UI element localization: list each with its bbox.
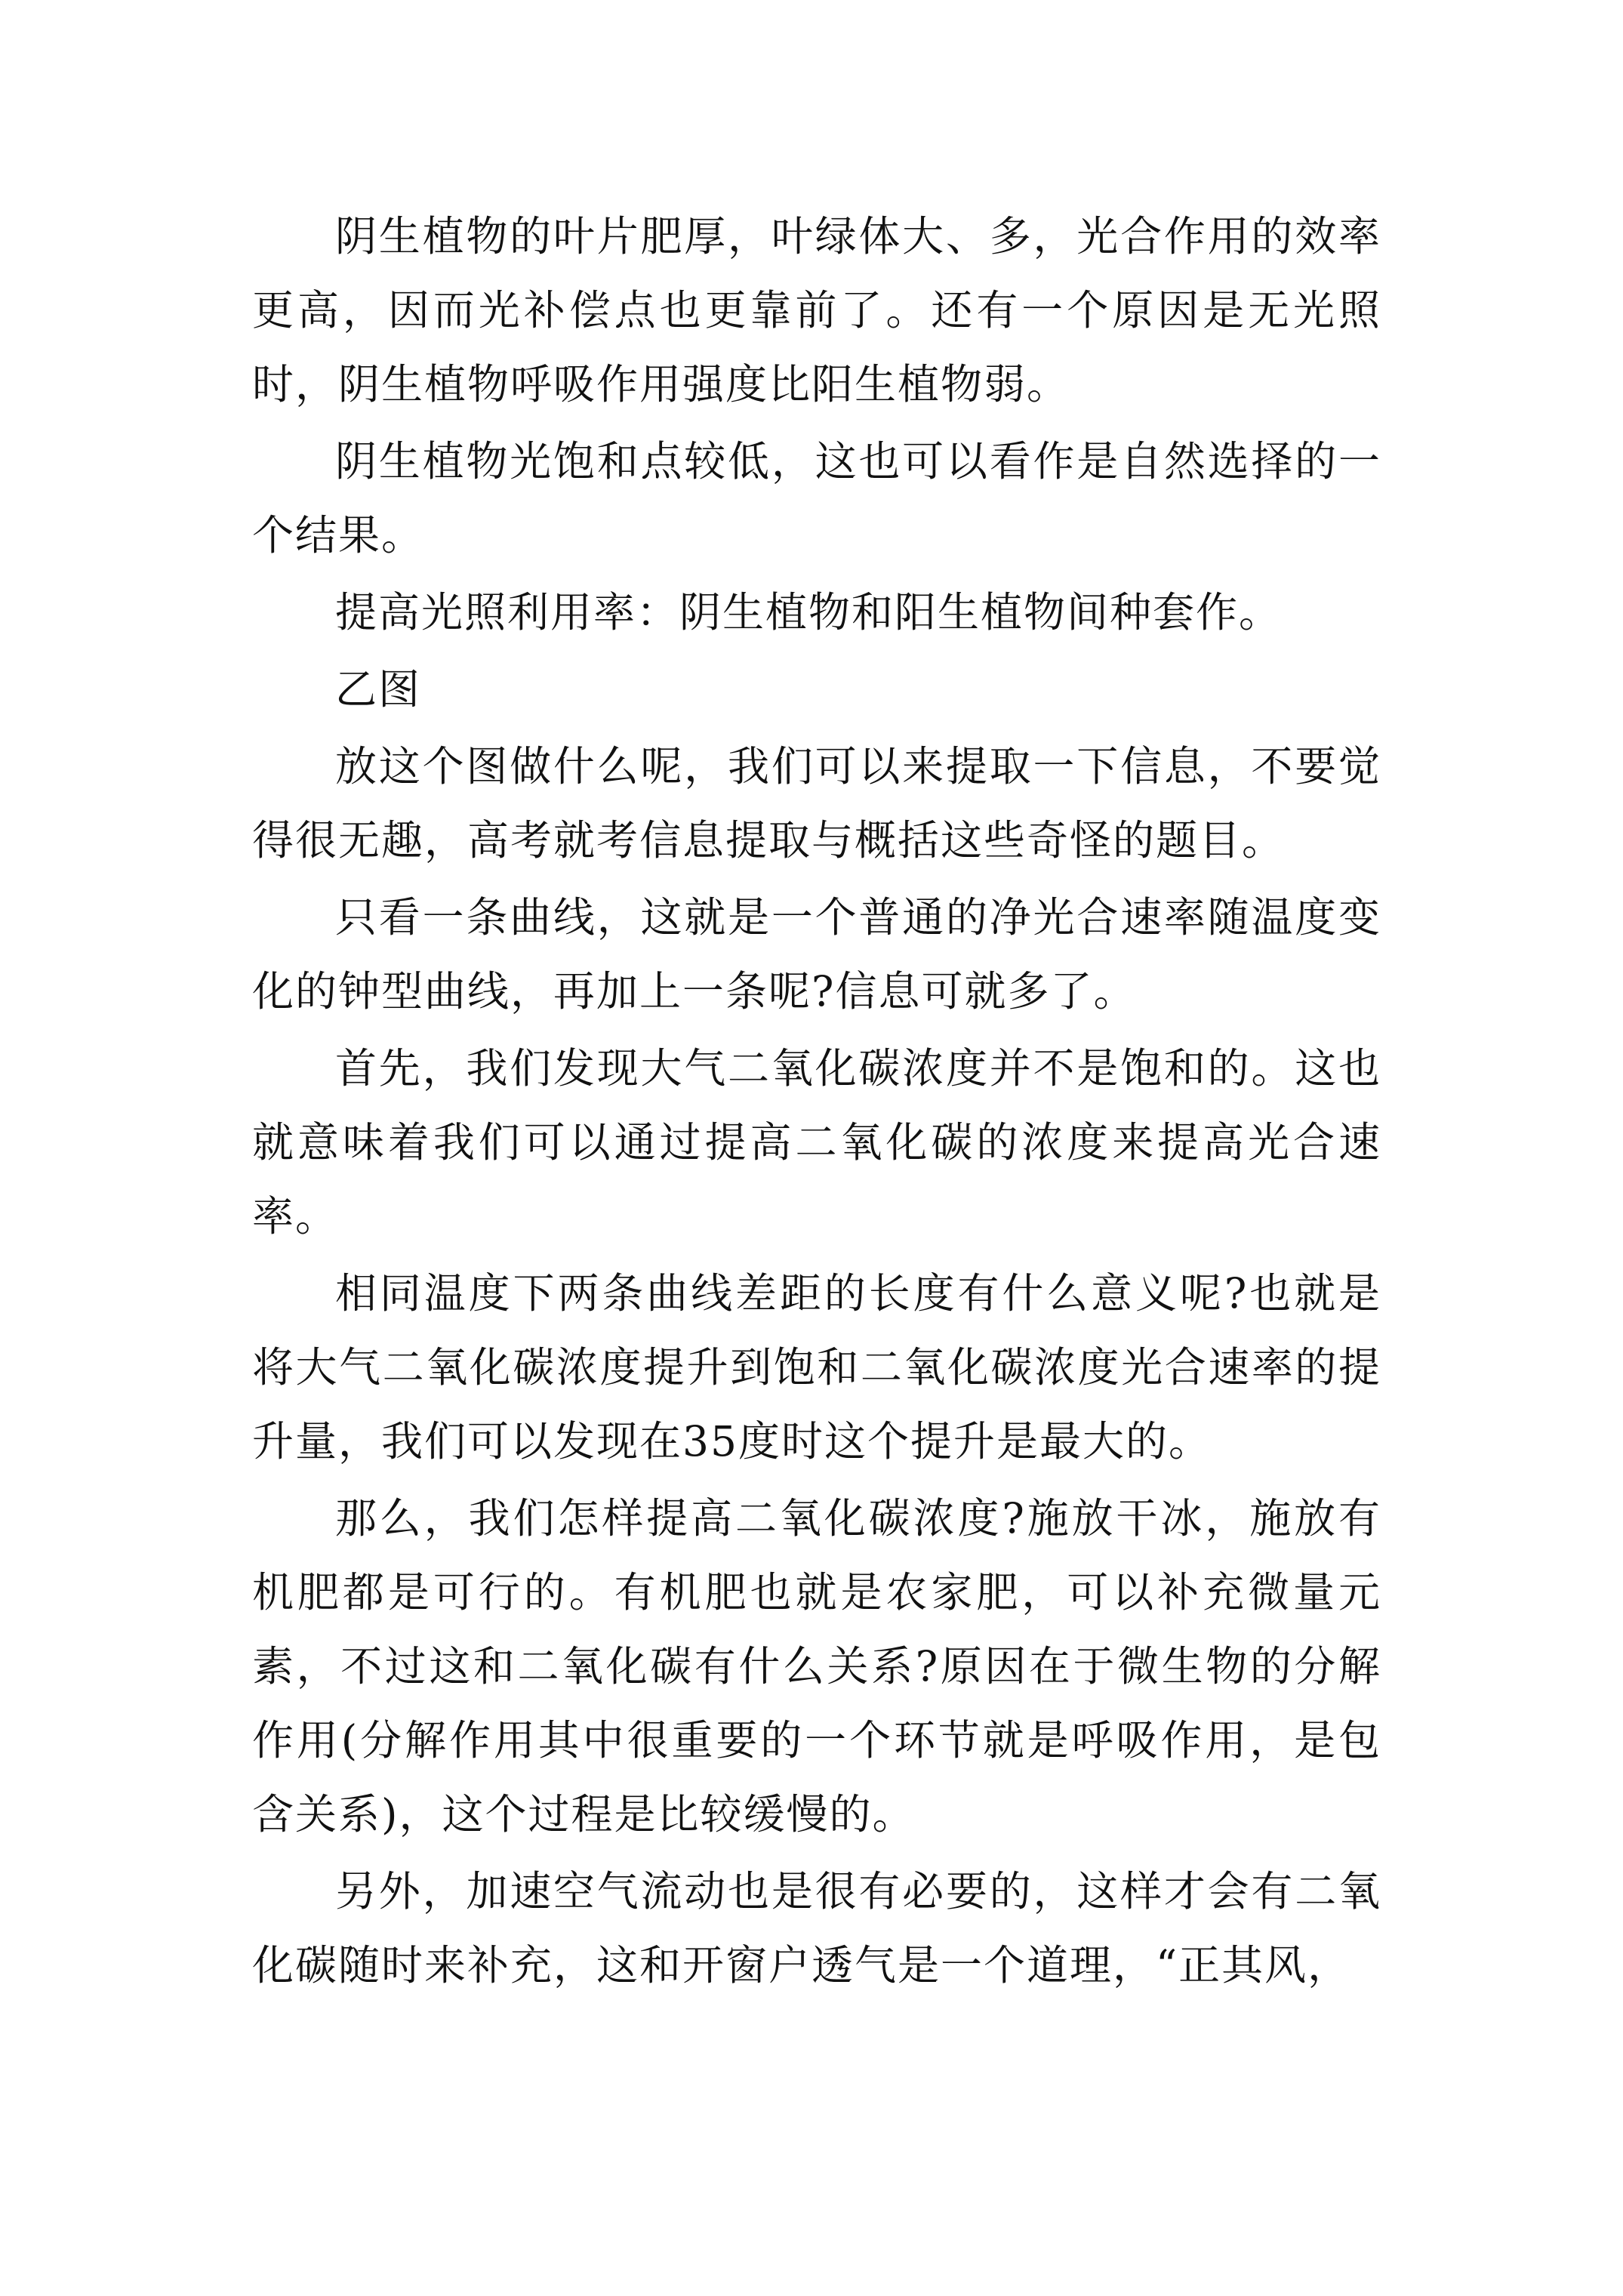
paragraph: 放这个图做什么呢，我们可以来提取一下信息，不要觉得很无趣，高考就考信息提取与概括这些奇怪的题目。 (252, 742, 1381, 864)
figure-reference-heading: 乙图 (335, 665, 422, 713)
paragraph: 相同温度下两条曲线差距的长度有什么意义呢?也就是将大气二氧化碳浓度提升到饱和二氧化碳浓度光合速率的提升量，我们可以发现在35度时这个提升是最大的。 (252, 1269, 1381, 1465)
paragraph: 提高光照利用率：阴生植物和阳生植物间种套作。 (335, 588, 1283, 636)
paragraph: 只看一条曲线，这就是一个普通的净光合速率随温度变化的钟型曲线，再加上一条呢?信息可就多了。 (252, 893, 1381, 1015)
document-body (252, 199, 1381, 2005)
paragraph: 阴生植物的叶片肥厚，叶绿体大、多，光合作用的效率更高，因而光补偿点也更靠前了。还有一个原因是无光照时，阴生植物呼吸作用强度比阳生植物弱。 (252, 212, 1381, 408)
paragraph: 那么，我们怎样提高二氧化碳浓度?施放干冰，施放有机肥都是可行的。有机肥也就是农家肥，可以补充微量元素，不过这和二氧化碳有什么关系?原因在于微生物的分解作用(分解作用其中很重要的一个环节就是呼吸作用，是包含关系)，这个过程是比较缓慢的。 (252, 1494, 1381, 1838)
paragraph: 另外，加速空气流动也是很有必要的，这样才会有二氧化碳随时来补充，这和开窗户透气是一个道理，“正其风， (252, 1867, 1381, 1989)
paragraph: 首先，我们发现大气二氧化碳浓度并不是饱和的。这也就意味着我们可以通过提高二氧化碳的浓度来提高光合速率。 (252, 1044, 1381, 1240)
paragraph: 阴生植物光饱和点较低，这也可以看作是自然选择的一个结果。 (252, 437, 1381, 559)
